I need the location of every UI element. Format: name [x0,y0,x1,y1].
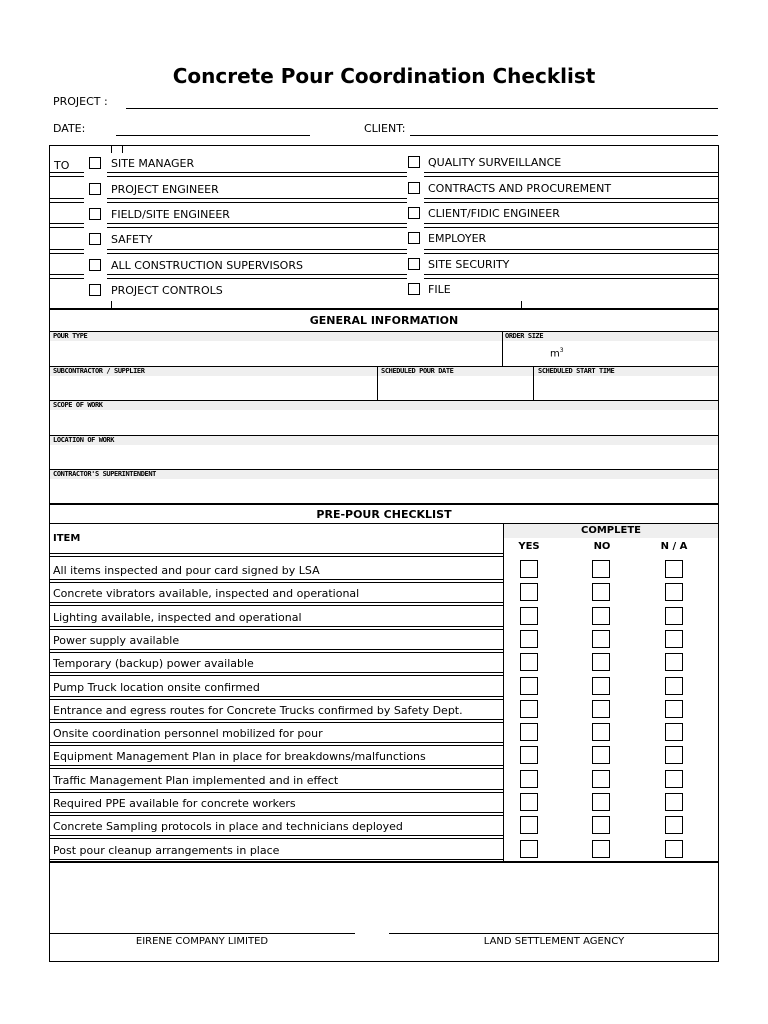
row-divider [49,838,503,839]
right-signatory: LAND SETTLEMENT AGENCY [483,936,625,947]
row-divider [49,274,84,275]
checkbox-yes[interactable] [520,560,538,578]
checkbox-no[interactable] [592,677,610,695]
divider [377,366,378,400]
client-field[interactable] [410,135,718,136]
checkbox-site-manager[interactable] [89,157,101,169]
checkbox-no[interactable] [592,746,610,764]
checkbox-yes[interactable] [520,607,538,625]
distribution-label: SITE SECURITY [428,258,510,271]
to-label: TO [54,159,70,172]
pour-type-label: POUR TYPE [53,332,88,340]
checklist-item: Equipment Management Plan in place for breakdowns/malfunctions [53,750,426,764]
checklist-item: Required PPE available for concrete workers [53,797,296,810]
checkbox-yes[interactable] [520,840,538,858]
checkbox-na[interactable] [665,560,683,578]
checkbox-yes[interactable] [520,630,538,648]
row-divider [424,198,719,199]
date-field[interactable] [116,135,310,136]
checklist-item: Temporary (backup) power available [53,657,254,671]
checkbox-na[interactable] [665,816,683,834]
row-divider [424,249,719,250]
no-header: NO [593,541,611,552]
checkbox-file[interactable] [408,283,420,295]
row-divider [49,249,84,250]
checkbox-all-construction-supervisors[interactable] [89,259,101,271]
divider [533,366,534,400]
distribution-label: CLIENT/FIDIC ENGINEER [428,207,560,220]
distribution-label: PROJECT CONTROLS [111,284,223,297]
row-divider [107,172,407,173]
subcontractor-label: SUBCONTRACTOR / SUPPLIER [53,367,145,375]
row-divider [424,253,719,254]
row-divider [49,745,503,746]
row-divider [49,278,84,279]
row-divider [424,176,719,177]
row-divider [49,652,503,653]
row-divider [49,742,503,743]
row-divider [49,649,503,650]
tick [111,145,112,153]
checkbox-no[interactable] [592,560,610,578]
row-divider [49,602,503,603]
checklist-item: Power supply available [53,633,180,647]
project-label: PROJECT : [53,95,108,108]
date-label: DATE: [53,122,86,135]
row-divider [49,582,503,583]
row-divider [49,629,503,630]
project-field[interactable] [126,108,718,109]
checkbox-yes[interactable] [520,723,538,741]
item-header: ITEM [53,533,81,544]
distribution-label: FIELD/SITE ENGINEER [111,208,230,221]
checkbox-safety[interactable] [89,233,101,245]
distribution-label: CONTRACTS AND PROCUREMENT [428,182,612,195]
checkbox-client-fidic-engineer[interactable] [408,207,420,219]
row-divider [49,789,503,790]
checkbox-na[interactable] [665,840,683,858]
row-divider [424,223,719,224]
checkbox-site-security[interactable] [408,258,420,270]
scheduled-date-label: SCHEDULED POUR DATE [381,367,454,375]
location-label: LOCATION OF WORK [53,436,115,444]
distribution-label: ALL CONSTRUCTION SUPERVISORS [111,259,303,272]
row-divider [49,792,503,793]
row-divider [49,696,503,697]
distribution-label: PROJECT ENGINEER [111,183,219,196]
checkbox-yes[interactable] [520,816,538,834]
na-header: N / A [660,541,688,552]
checklist-item: Concrete vibrators available, inspected and operational [53,587,360,601]
row-divider [107,202,407,203]
distribution-label: QUALITY SURVEILLANCE [428,156,562,169]
scheduled-time-label: SCHEDULED START TIME [538,367,615,375]
tick [111,301,112,309]
distribution-label: FILE [428,283,451,296]
row-divider [49,198,84,199]
signature-section [49,862,719,962]
divider [49,553,503,554]
row-divider [49,172,84,173]
checkbox-yes[interactable] [520,770,538,788]
left-signatory: EIRENE COMPANY LIMITED [135,936,269,947]
checkbox-na[interactable] [665,583,683,601]
row-divider [49,605,503,606]
prepour-heading: PRE-POUR CHECKLIST [316,508,452,521]
general-information-heading: GENERAL INFORMATION [309,314,459,327]
checkbox-yes[interactable] [520,700,538,718]
row-divider [49,765,503,766]
checkbox-na[interactable] [665,793,683,811]
row-divider [49,675,503,676]
checklist-item: Lighting available, inspected and operational [53,610,302,624]
checkbox-yes[interactable] [520,653,538,671]
superintendent-label: CONTRACTOR'S SUPERINTENDENT [53,470,156,478]
order-size-unit: $m^3$ [550,347,564,360]
checkbox-no[interactable] [592,700,610,718]
order-size-label: ORDER SIZE [505,332,544,340]
row-divider [49,223,84,224]
checkbox-no[interactable] [592,723,610,741]
row-divider [49,719,503,720]
row-divider [49,812,503,813]
row-divider [107,198,407,199]
row-divider [49,699,503,700]
checkbox-na[interactable] [665,723,683,741]
checkbox-na[interactable] [665,653,683,671]
row-divider [49,176,84,177]
row-divider [49,202,84,203]
row-divider [49,227,84,228]
checkbox-no[interactable] [592,816,610,834]
page-title: Concrete Pour Coordination Checklist [172,64,596,88]
row-divider [49,722,503,723]
row-divider [107,176,407,177]
checklist-item: Traffic Management Plan implemented and in effect [53,773,339,787]
checkbox-na[interactable] [665,607,683,625]
checkbox-yes[interactable] [520,677,538,695]
row-divider [424,227,719,228]
distribution-label: SAFETY [111,233,153,246]
row-divider [107,227,407,228]
checklist-item: Pump Truck location onsite confirmed [53,680,260,694]
checkbox-no[interactable] [592,840,610,858]
row-divider [49,626,503,627]
row-divider [49,815,503,816]
divider [503,523,504,862]
checkbox-employer[interactable] [408,232,420,244]
row-divider [424,278,719,279]
checklist-item: Post pour cleanup arrangements in place [53,843,280,857]
row-divider [424,274,719,275]
row-divider [49,859,503,860]
checkbox-contracts-and-procurement[interactable] [408,182,420,194]
checklist-item: Entrance and egress routes for Concrete Trucks confirmed by Safety Dept. [53,703,463,717]
checkbox-no[interactable] [592,770,610,788]
checkbox-quality-surveillance[interactable] [408,156,420,168]
row-divider [107,223,407,224]
row-divider [49,835,503,836]
complete-header: COMPLETE [581,525,641,536]
checkbox-yes[interactable] [520,746,538,764]
checkbox-na[interactable] [665,700,683,718]
distribution-label: EMPLOYER [428,232,487,245]
checklist-item: Concrete Sampling protocols in place and technicians deployed [53,820,403,834]
checkbox-yes[interactable] [520,583,538,601]
checklist-item: Onsite coordination personnel mobilized for pour [53,727,323,741]
tick [122,145,123,153]
row-divider [107,274,407,275]
left-signature-line[interactable] [49,933,355,934]
checkbox-field-site-engineer[interactable] [89,208,101,220]
checkbox-na[interactable] [665,746,683,764]
right-signature-line[interactable] [389,933,719,934]
row-divider [49,579,503,580]
checkbox-na[interactable] [665,770,683,788]
row-divider [49,672,503,673]
scope-label: SCOPE OF WORK [53,401,103,409]
checkbox-no[interactable] [592,607,610,625]
checkbox-no[interactable] [592,630,610,648]
row-divider [49,768,503,769]
row-divider [424,172,719,173]
checkbox-no[interactable] [592,653,610,671]
divider [49,556,503,557]
tick [521,301,522,309]
checkbox-na[interactable] [665,630,683,648]
client-label: CLIENT: [364,122,406,135]
checkbox-project-engineer[interactable] [89,183,101,195]
yes-header: YES [518,541,540,552]
checkbox-no[interactable] [592,583,610,601]
row-divider [107,249,407,250]
checkbox-yes[interactable] [520,793,538,811]
row-divider [107,253,407,254]
row-divider [49,253,84,254]
checklist-item: All items inspected and pour card signed by LSA [53,564,320,577]
row-divider [424,202,719,203]
checkbox-project-controls[interactable] [89,284,101,296]
checkbox-na[interactable] [665,677,683,695]
row-divider [107,278,407,279]
distribution-label: SITE MANAGER [111,157,195,170]
checkbox-no[interactable] [592,793,610,811]
divider [502,331,503,366]
